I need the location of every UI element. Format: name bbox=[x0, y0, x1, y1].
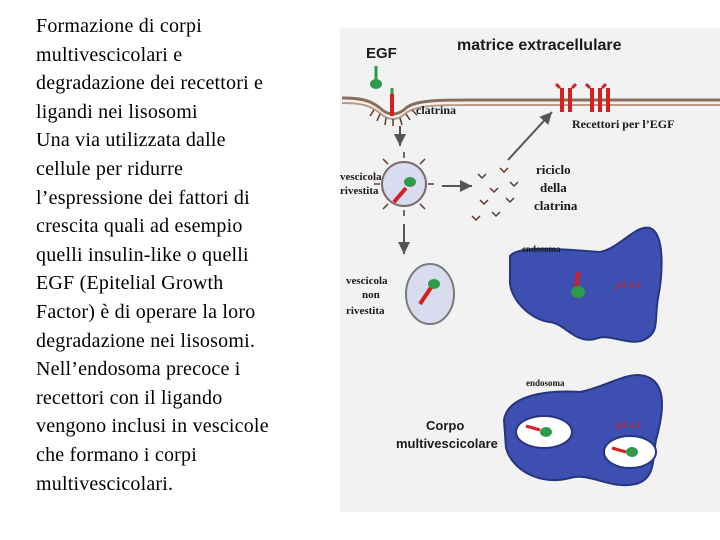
endosome-label-2: endosoma bbox=[526, 378, 565, 388]
receptors-label: Recettori per l’EGF bbox=[572, 117, 675, 131]
endosome-label-1: endosoma bbox=[522, 244, 561, 254]
matrix-label: matrice extracellulare bbox=[457, 37, 622, 54]
text-line: Formazione di corpi bbox=[36, 15, 202, 37]
text-line: Una via utilizzata dalle bbox=[36, 129, 226, 152]
text-line: EGF (Epitelial Growth bbox=[36, 272, 224, 295]
recycle-label-2: della bbox=[540, 180, 567, 195]
description-text bbox=[36, 12, 332, 498]
text-line: recettori con il ligando bbox=[36, 386, 223, 409]
text-line: quelli insulin-like o quelli bbox=[36, 243, 249, 266]
ph-label-2: pH 6.4 bbox=[616, 420, 641, 430]
coated-vesicle-label-1: vescicola bbox=[340, 171, 382, 183]
recycle-label-3: clatrina bbox=[534, 198, 578, 213]
text-line: ligandi nei lisosomi bbox=[36, 100, 198, 123]
text-line: l’espressione dei fattori di bbox=[36, 186, 250, 209]
text-line: che formano i corpi bbox=[36, 443, 197, 466]
text-line: multivescicolari e bbox=[36, 43, 183, 66]
text-line: degradazione nei lisosomi. bbox=[36, 329, 256, 352]
coated-vesicle-label-2: rivestita bbox=[340, 185, 379, 197]
text-line: cellule per ridurre bbox=[36, 157, 184, 180]
recycle-label-1: riciclo bbox=[536, 162, 571, 177]
egf-label: EGF bbox=[366, 45, 397, 62]
uncoated-vesicle-label-2: non bbox=[362, 289, 380, 301]
text-line: Factor) è di operare la loro bbox=[36, 300, 256, 323]
mvb-label-1: Corpo bbox=[426, 418, 465, 433]
uncoated-vesicle-label-3: rivestita bbox=[346, 305, 385, 317]
mvb-label-2: multivescicolare bbox=[396, 436, 498, 451]
text-line: degradazione dei recettori e bbox=[36, 72, 264, 95]
text-line: multivescicolari. bbox=[36, 472, 174, 495]
clathrin-label: clatrina bbox=[416, 103, 456, 117]
text-line: vengono inclusi in vescicole bbox=[36, 415, 269, 438]
ph-label-1: pH 6.4 bbox=[616, 280, 641, 290]
endocytosis-diagram bbox=[340, 28, 720, 512]
text-line: crescita quali ad esempio bbox=[36, 215, 243, 238]
text-line: Nell’endosoma precoce i bbox=[36, 358, 241, 381]
uncoated-vesicle-icon bbox=[406, 264, 454, 324]
uncoated-vesicle-label-1: vescicola bbox=[346, 275, 388, 287]
